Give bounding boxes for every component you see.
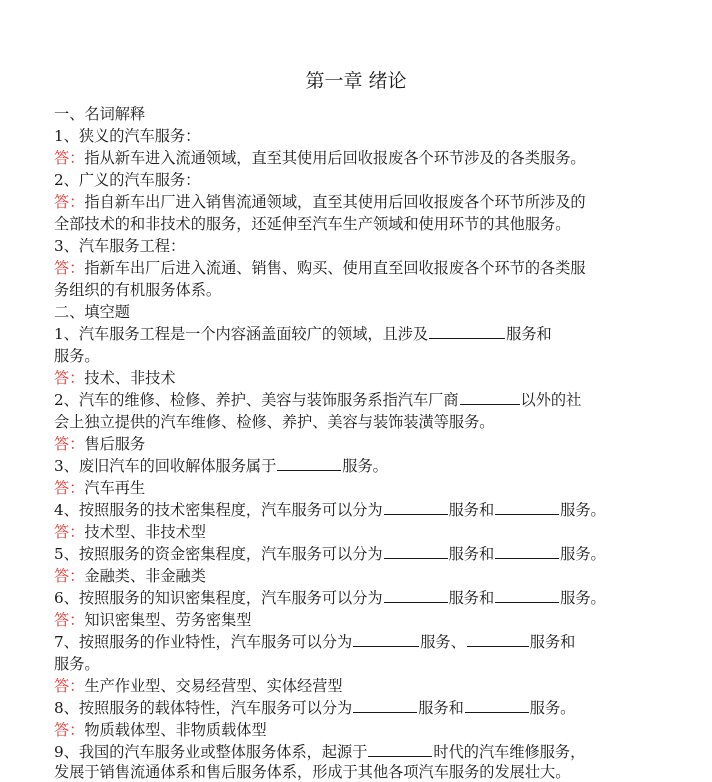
- question-text: 服务。: [342, 457, 388, 475]
- answer-blank: [353, 698, 417, 713]
- answer-label: 答：: [54, 435, 85, 453]
- fill-answer-7: [54, 676, 343, 696]
- fill-question-8: [54, 698, 575, 718]
- answer-text: 指从新车进入流通领域，直至其使用后回收报废各个环节涉及的各类服务。: [84, 149, 586, 167]
- answer-3-definition-line2: 务组织的有机服务体系。: [54, 281, 222, 299]
- fill-question-7-line2: 服务。: [54, 655, 100, 673]
- question-text: 服务。: [529, 699, 576, 717]
- question-1-definition: 1、狭义的汽车服务：: [54, 127, 201, 145]
- answer-blank: [495, 500, 559, 515]
- question-text: 8、按照服务的载体特性，汽车服务可以分为: [54, 699, 353, 717]
- answer-text: 技术型、非技术型: [84, 523, 206, 541]
- answer-blank: [353, 632, 419, 647]
- question-text: 5、按照服务的资金密集程度，汽车服务可以分为: [54, 545, 383, 563]
- question-text: 2、汽车的维修、检修、养护、美容与装饰服务系指汽车厂商: [54, 391, 459, 409]
- answer-text: 汽车再生: [84, 479, 146, 497]
- question-text: 服务和: [448, 589, 495, 607]
- fill-answer-5: [54, 566, 206, 586]
- answer-label: 答：: [54, 611, 85, 629]
- answer-text: 指新车出厂后进入流通、销售、购买、使用直至回收报废各个环节的各类服: [84, 259, 586, 277]
- chapter-title: 第一章 绪论: [305, 70, 407, 92]
- question-text: 服务、: [420, 633, 466, 651]
- answer-text: 物质载体型、非物质载体型: [84, 721, 267, 739]
- question-text: 服务和: [506, 325, 552, 343]
- answer-text: 指自新车出厂进入销售流通领域，直至其使用后回收报废各个环节所涉及的: [84, 193, 586, 211]
- question-3-definition: 3、汽车服务工程：: [54, 237, 186, 255]
- answer-3-definition-line1: [54, 258, 586, 278]
- question-text: 6、按照服务的知识密集程度，汽车服务可以分为: [54, 589, 383, 607]
- answer-2-definition-line2: 全部技术的和非技术的服务，还延伸至汽车生产领域和使用环节的其他服务。: [54, 215, 571, 233]
- answer-blank: [495, 544, 559, 559]
- fill-answer-2: [54, 434, 145, 454]
- answer-blank: [467, 632, 529, 647]
- section-heading-fill-blank: 二、填空题: [54, 303, 130, 321]
- answer-label: 答：: [54, 567, 85, 585]
- answer-blank: [384, 544, 448, 559]
- fill-question-3: [54, 456, 388, 476]
- answer-2-definition-line1: [54, 192, 586, 212]
- fill-answer-6: [54, 610, 251, 630]
- question-text: 服务和: [448, 501, 495, 519]
- answer-label: 答：: [54, 259, 85, 277]
- answer-text: 生产作业型、交易经营型、实体经营型: [84, 677, 343, 695]
- question-text: 服务。: [560, 589, 606, 607]
- fill-question-9-line1: [54, 742, 585, 762]
- answer-text: 金融类、非金融类: [84, 567, 206, 585]
- answer-label: 答：: [54, 677, 85, 695]
- fill-question-7-line1: [54, 632, 575, 652]
- question-text: 服务。: [560, 545, 606, 563]
- fill-question-5: [54, 544, 606, 564]
- question-text: 4、按照服务的技术密集程度，汽车服务可以分为: [54, 501, 383, 519]
- question-text: 服务。: [560, 501, 606, 519]
- answer-blank: [429, 324, 505, 339]
- fill-question-4: [54, 500, 606, 520]
- answer-label: 答：: [54, 193, 85, 211]
- fill-answer-1: [54, 368, 176, 388]
- question-text: 7、按照服务的作业特性，汽车服务可以分为: [54, 633, 353, 651]
- answer-blank: [495, 588, 559, 603]
- fill-answer-8: [54, 720, 267, 740]
- answer-blank: [465, 698, 529, 713]
- question-text: 服务和: [448, 545, 495, 563]
- question-text: 服务和: [418, 699, 464, 717]
- fill-answer-4: [54, 522, 206, 542]
- answer-label: 答：: [54, 721, 85, 739]
- answer-label: 答：: [54, 149, 85, 167]
- answer-blank: [460, 390, 520, 405]
- question-text: 以外的社: [520, 391, 582, 409]
- answer-blank: [384, 588, 448, 603]
- section-heading-definitions: 一、名词解释: [54, 105, 146, 123]
- fill-question-1-line2: 服务。: [54, 347, 100, 365]
- fill-question-6: [54, 588, 606, 608]
- answer-text: 知识密集型、劳务密集型: [84, 611, 252, 629]
- question-text: 服务和: [529, 633, 576, 651]
- answer-text: 技术、非技术: [84, 369, 176, 387]
- fill-answer-3: [54, 478, 145, 498]
- answer-blank: [384, 500, 448, 515]
- answer-blank: [277, 456, 341, 471]
- fill-question-1-line1: [54, 324, 552, 344]
- answer-label: 答：: [54, 479, 85, 497]
- question-text: 时代的汽车维修服务，: [433, 743, 586, 761]
- question-text: 9、我国的汽车服务业或整体服务体系，起源于: [54, 743, 368, 761]
- answer-blank: [368, 742, 432, 757]
- answer-label: 答：: [54, 369, 85, 387]
- fill-question-2-line2: 会上独立提供的汽车维修、检修、养护、美容与装饰装潢等服务。: [54, 413, 495, 431]
- answer-text: 售后服务: [84, 435, 146, 453]
- question-text: 1、汽车服务工程是一个内容涵盖面较广的领域，且涉及: [54, 325, 429, 343]
- fill-question-9-line2: 发展于销售流通体系和售后服务体系，形成于其他各项汽车服务的发展壮大。: [54, 763, 571, 781]
- answer-label: 答：: [54, 523, 85, 541]
- question-2-definition: 2、广义的汽车服务：: [54, 171, 201, 189]
- answer-1-definition: [54, 148, 586, 168]
- fill-question-2-line1: [54, 390, 581, 410]
- question-text: 3、废旧汽车的回收解体服务属于: [54, 457, 277, 475]
